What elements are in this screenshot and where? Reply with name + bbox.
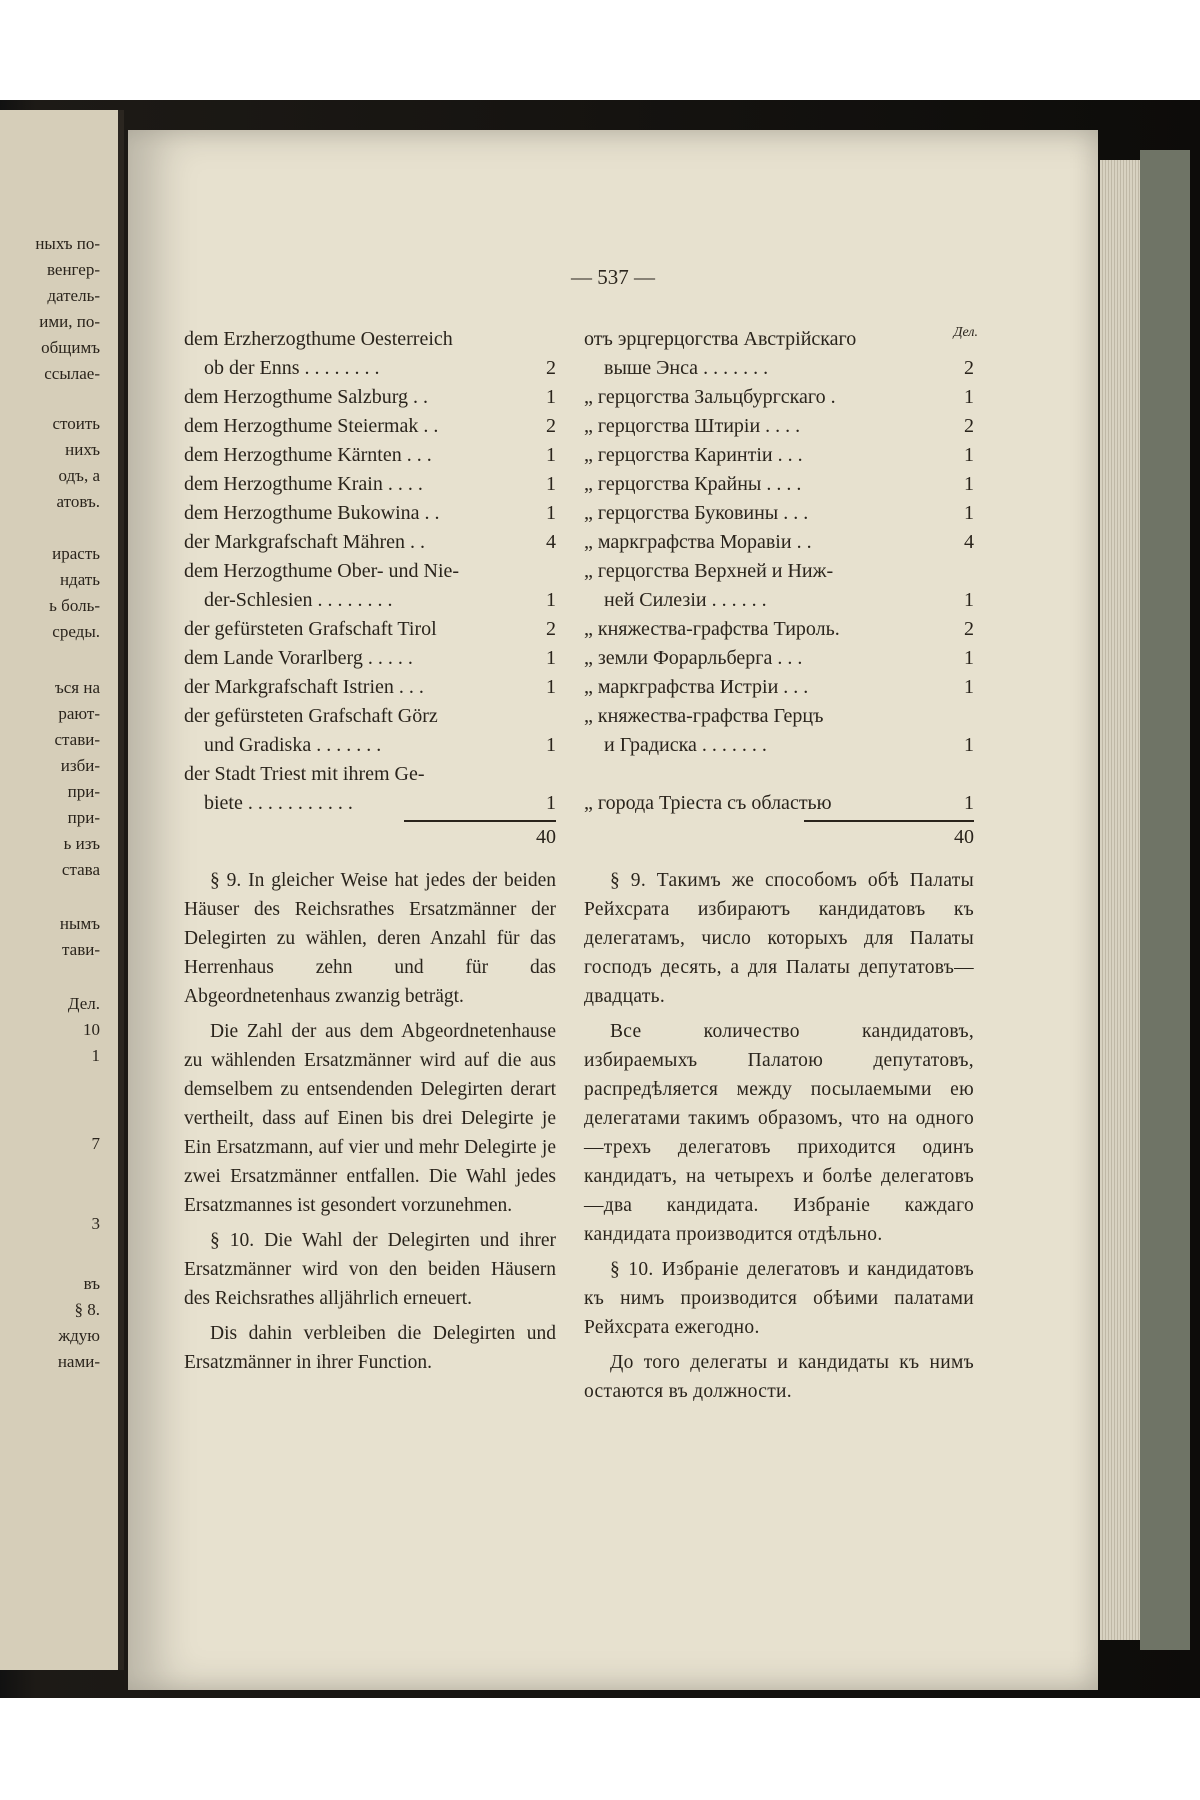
book-photo [0,100,1200,1698]
book-page [128,130,1098,1690]
table-row [584,557,974,586]
left-page-fragment: въ [83,1274,100,1293]
row-count: 2 [546,415,556,437]
row-count: 2 [964,415,974,437]
row-label: „ герцогства Каринтіи . . . [584,444,803,466]
left-page-fragment: 1 [91,1046,100,1065]
row-label: „ княжества-графства Тироль. [584,618,840,640]
left-page-fragment: при- [67,808,100,827]
table-row [184,412,556,441]
row-count [528,325,556,354]
row-count: 2 [546,357,556,379]
table-row [184,615,556,644]
table-row [584,354,974,383]
table-row [184,383,556,412]
row-label: „ герцогства Штиріи . . . . [584,415,801,437]
table-row [184,586,556,615]
left-page-fragment: изби- [60,756,100,775]
row-count: 1 [546,502,556,524]
row-label: dem Herzogthume Salzburg . . [184,386,429,408]
left-page-fragment: стави- [54,730,100,749]
paragraph: Die Zahl der aus dem Abgeordnetenhause zu wählenden Ersatzmänner wird auf die aus demselbem zu entsendenden Delegirten derart vertheilt, dass auf Einen bis drei Delegirte je Ein Ersatzmann, auf vier und mehr Delegirte je zwei Ersatzmänner entfallen. Die Wahl jedes Ersatzmannes ist gesondert vorzunehmen. [184,1021,556,1216]
row-count: 2 [964,618,974,640]
russian-column [584,325,978,1412]
table-row [184,354,556,383]
table-row [584,586,974,615]
left-page-fragment: атовъ. [56,492,100,511]
row-count: 1 [964,473,974,495]
left-page-fragment: ждую [58,1326,100,1345]
table-row [584,789,974,818]
paragraph: § 10. Die Wahl der Delegirten und ihrer Ersatzmänner wird von den beiden Häusern des Reichsrathes alljährlich erneuert. [184,1230,556,1309]
row-count: 4 [964,531,974,553]
row-label: dem Herzogthume Bukowina . . [184,502,440,524]
row-label: ob der Enns . . . . . . . . [204,357,380,379]
paragraph: Все количество кандидатовъ, избираемыхъ Палатою депутатовъ, распредѣляется между посылаемыми ею делегатами такимъ образомъ, что на одного—трехъ делегатовъ приходится одинъ кандидатъ, на четырехъ и болѣе делегатовъ—два кандидата. Избраніе каждаго кандидата производится отдѣльно. [584,1021,974,1245]
row-count: 1 [546,647,556,669]
paragraph: § 9. Такимъ же способомъ обѣ Палаты Рейхсрата избираютъ кандидатовъ къ делегатамъ, число которыхъ для Палаты господъ десять, а для Палаты депутатовъ—двадцать. [584,870,974,1007]
row-count: 1 [964,444,974,466]
delegates-abbrev: Дел. [953,325,978,340]
row-label: „ земли Форарльберга . . . [584,647,803,669]
left-page-fragment: § 8. [74,1300,100,1319]
left-page-fragment: стоить [52,414,100,433]
row-label: der gefürsteten Grafschaft Tirol [184,618,437,640]
left-page-fragment: среды. [52,622,100,641]
table-row [584,499,974,528]
table-row [184,528,556,557]
row-label: „ герцогства Буковины . . . [584,502,809,524]
page-number: — 537 — [571,265,655,289]
row-count: 4 [546,531,556,553]
row-label: выше Энса . . . . . . . [604,357,769,379]
table-row [184,499,556,528]
row-label: der Markgrafschaft Istrien . . . [184,676,424,698]
table-row [184,731,556,760]
table-row [184,557,556,586]
row-label: „ маркграфства Истріи . . . [584,676,809,698]
table-row [584,441,974,470]
page-edges [1100,160,1140,1640]
table-row [584,731,974,760]
row-label: der Stadt Triest mit ihrem Ge- [184,763,425,785]
row-label: „ герцогства Крайны . . . . [584,473,802,495]
table-row [184,644,556,673]
left-page-fragment: ими, по- [39,312,100,331]
row-count [528,557,556,586]
row-count: 1 [546,386,556,408]
row-label: отъ эрцгерцогства Австрійскаго [584,328,857,350]
paragraph: Dis dahin verbleiben die Delegirten und Ersatzmänner in ihrer Function. [184,1323,556,1373]
row-count [946,557,974,586]
left-page-fragment: 7 [91,1134,100,1153]
row-label [584,760,946,789]
russian-text [584,866,974,1406]
left-page-fragment: Дел. [67,994,100,1013]
left-page-fragment: ссылае- [44,364,100,383]
row-count: 1 [546,444,556,466]
table-row [184,760,556,789]
paragraph: § 9. In gleicher Weise hat jedes der beiden Häuser des Reichsrathes Ersatzmänner der Delegirten zu wählen, deren Anzahl für das Herrenhaus zehn und für das Abgeordnetenhaus zwanzig beträgt. [184,870,556,1007]
table-row [584,528,974,557]
left-page-fragment: 3 [91,1214,100,1233]
row-label: dem Herzogthume Kärnten . . . [184,444,432,466]
left-page-fragment: нымъ [59,914,100,933]
row-count: 2 [964,357,974,379]
delegate-table-russian [584,325,974,818]
row-label: dem Erzherzogthume Oesterreich [184,328,453,350]
row-count: 1 [546,734,556,756]
table-row [584,412,974,441]
row-label: der Markgrafschaft Mähren . . [184,531,426,553]
table-row [584,615,974,644]
left-page-fragment: тави- [62,940,100,959]
table-row [184,673,556,702]
left-page-fragment: ндать [59,570,100,589]
table-row [584,702,974,731]
row-count: 1 [546,473,556,495]
row-count: 1 [964,502,974,524]
row-count [946,760,974,789]
row-count: 1 [964,386,974,408]
row-label: „ города Тріеста съ областью [584,792,832,814]
table-row [584,470,974,499]
german-text [184,866,556,1377]
row-label: dem Herzogthume Ober- und Nie- [184,560,460,582]
table-row [184,441,556,470]
row-count: 2 [546,618,556,640]
left-page-fragment: венгер- [46,260,100,279]
left-page-fragment: нихъ [65,440,100,459]
row-label: biete . . . . . . . . . . . [204,792,353,814]
row-count [528,702,556,731]
row-label: ней Силезіи . . . . . . [604,589,767,611]
left-page-edge [0,110,124,1670]
table-row [184,470,556,499]
paragraph: § 10. Избраніе делегатовъ и кандидатовъ къ нимъ производится обѣими палатами Рейхсрата ежегодно. [584,1259,974,1338]
row-label: der-Schlesien . . . . . . . . [204,589,393,611]
left-page-fragment: нами- [57,1352,100,1371]
row-label: „ княжества-графства Герцъ [584,705,824,727]
row-label: dem Herzogthume Steiermak . . [184,415,439,437]
left-page-fragment: 10 [83,1020,100,1039]
row-count: 1 [964,647,974,669]
row-label: „ герцогства Верхней и Ниж- [584,560,834,582]
left-page-fragment: ь изъ [63,834,100,853]
book-spine [1140,150,1190,1650]
row-count: 1 [964,589,974,611]
row-count: 1 [964,676,974,698]
row-label: и Градиска . . . . . . . [604,734,767,756]
row-count: 1 [546,676,556,698]
table-row [584,325,974,354]
left-page-fragment: ирасть [52,544,100,563]
total-german: 40 [536,826,556,848]
left-page-fragment: одъ, а [58,466,100,485]
table-row [584,644,974,673]
paragraph: До того делегаты и кандидаты къ нимъ остаются въ должности. [584,1352,974,1402]
row-label: dem Lande Vorarlberg . . . . . [184,647,413,669]
left-page-fragment: датель- [47,286,100,305]
row-label: und Gradiska . . . . . . . [204,734,382,756]
row-count: 1 [546,589,556,611]
german-column [184,325,556,1383]
left-page-fragment: рают- [58,704,100,723]
left-page-fragment: ь боль- [49,596,100,615]
table-row [584,673,974,702]
row-label: „ маркграфства Моравіи . . [584,531,812,553]
row-label: der gefürsteten Grafschaft Görz [184,705,438,727]
table-row [184,702,556,731]
table-row [584,760,974,789]
left-page-fragment: при- [67,782,100,801]
row-label: dem Herzogthume Krain . . . . [184,473,423,495]
row-count: 1 [546,792,556,814]
row-count [528,760,556,789]
row-label: „ герцогства Зальцбургскаго . [584,386,836,408]
row-count: 1 [964,734,974,756]
table-row [184,789,556,818]
left-page-fragment: общимъ [41,338,100,357]
left-page-fragment: ъся на [54,678,100,697]
table-row [584,383,974,412]
total-russian: 40 [954,826,974,848]
left-page-fragment: става [61,860,100,879]
table-row [184,325,556,354]
row-count: 1 [964,792,974,814]
row-count [946,702,974,731]
delegate-table-german [184,325,556,818]
left-page-fragment: ныхъ по- [35,234,100,253]
